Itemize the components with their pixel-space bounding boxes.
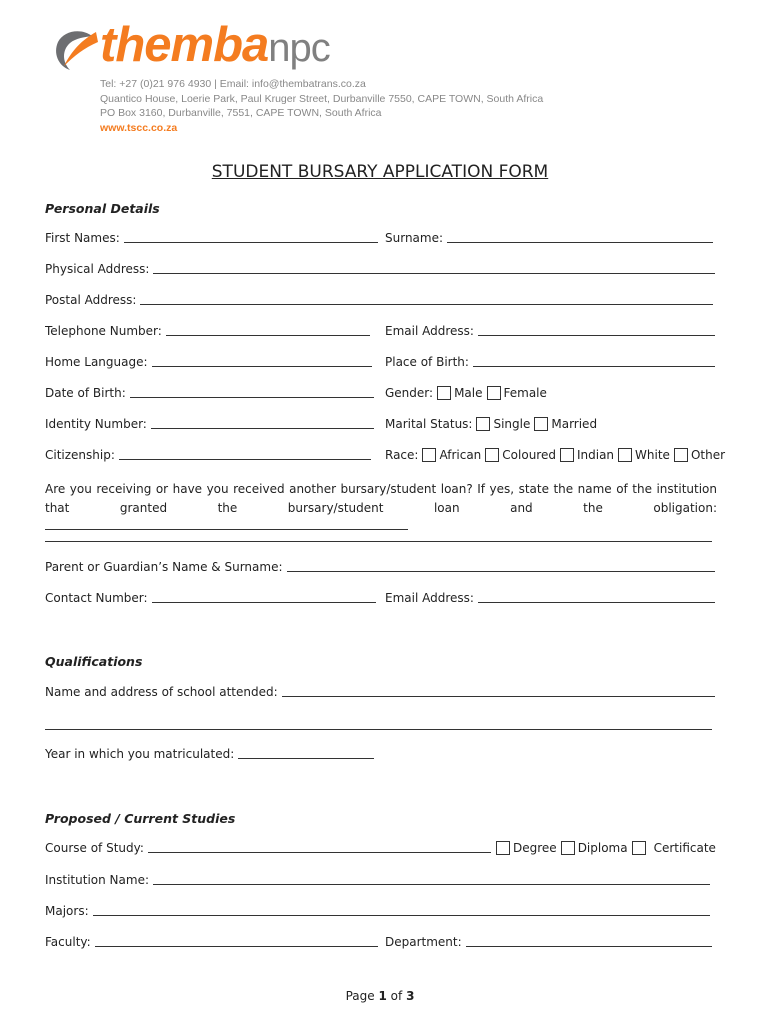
married-checkbox[interactable] [534, 417, 548, 431]
home-language-label: Home Language: [45, 355, 148, 369]
place-of-birth-line[interactable] [473, 356, 715, 367]
african-option-label: African [439, 448, 482, 462]
marital-status-label: Marital Status: [385, 417, 473, 431]
physical-address-field[interactable] [45, 262, 715, 276]
studies-heading: Proposed / Current Studies [45, 811, 236, 826]
home-language-field[interactable] [45, 355, 372, 369]
course-field[interactable] [45, 841, 491, 855]
surname-label: Surname: [385, 231, 444, 245]
course-label: Course of Study: [45, 841, 144, 855]
faculty-field[interactable] [45, 935, 378, 949]
single-checkbox[interactable] [476, 417, 490, 431]
postal-address-field[interactable] [45, 293, 713, 307]
postal-address-label: Postal Address: [45, 293, 137, 307]
race-group [385, 448, 725, 462]
guardian-email-field[interactable] [385, 591, 715, 605]
diploma-checkbox[interactable] [561, 841, 575, 855]
address-line: Quantico House, Loerie Park, Paul Kruger Street, Durbanville 7550, CAPE TOWN, South Africa [100, 92, 544, 105]
physical-address-line[interactable] [153, 263, 715, 274]
email-label: Email Address: [385, 324, 474, 338]
bursary-answer-line-2[interactable] [45, 541, 712, 542]
brand-main: themba [100, 18, 269, 72]
certificate-checkbox[interactable] [632, 841, 646, 855]
contact-number-label: Contact Number: [45, 591, 148, 605]
school-field[interactable] [45, 685, 715, 699]
race-label: Race: [385, 448, 419, 462]
date-of-birth-field[interactable] [45, 386, 374, 400]
citizenship-line[interactable] [119, 449, 371, 460]
degree-option-label: Degree [513, 841, 557, 855]
date-of-birth-label: Date of Birth: [45, 386, 126, 400]
female-option-label: Female [503, 386, 547, 400]
surname-field[interactable] [385, 231, 713, 245]
gender-label: Gender: [385, 386, 434, 400]
majors-field[interactable] [45, 904, 710, 918]
female-checkbox[interactable] [487, 386, 501, 400]
citizenship-label: Citizenship: [45, 448, 115, 462]
white-checkbox[interactable] [618, 448, 632, 462]
page-indicator [0, 989, 760, 1003]
indian-option-label: Indian [576, 448, 615, 462]
first-names-line[interactable] [124, 232, 378, 243]
school-label: Name and address of school attended: [45, 685, 278, 699]
qualifications-heading: Qualifications [45, 654, 143, 669]
first-names-label: First Names: [45, 231, 120, 245]
page-prefix: Page [345, 989, 375, 1003]
surname-line[interactable] [447, 232, 713, 243]
gender-group [385, 386, 547, 400]
guardian-email-line[interactable] [478, 592, 715, 603]
indian-checkbox[interactable] [560, 448, 574, 462]
telephone-field[interactable] [45, 324, 370, 338]
bursary-answer-line[interactable] [45, 519, 408, 530]
certificate-option-label: Certificate [653, 841, 716, 855]
course-type-group [492, 841, 716, 855]
coloured-option-label: Coloured [502, 448, 556, 462]
coloured-checkbox[interactable] [485, 448, 499, 462]
matric-year-line[interactable] [238, 748, 374, 759]
form-title: STUDENT BURSARY APPLICATION FORM [211, 162, 549, 182]
date-of-birth-line[interactable] [130, 387, 374, 398]
identity-number-label: Identity Number: [45, 417, 147, 431]
citizenship-field[interactable] [45, 448, 371, 462]
contact-number-field[interactable] [45, 591, 376, 605]
majors-label: Majors: [45, 904, 89, 918]
telephone-label: Telephone Number: [45, 324, 162, 338]
email-line[interactable] [478, 325, 715, 336]
brand-logo [100, 16, 330, 77]
male-checkbox[interactable] [437, 386, 451, 400]
guardian-name-field[interactable] [45, 560, 715, 574]
married-option-label: Married [551, 417, 598, 431]
guardian-name-line[interactable] [287, 561, 716, 572]
contact-number-line[interactable] [152, 592, 376, 603]
african-checkbox[interactable] [422, 448, 436, 462]
department-label: Department: [385, 935, 462, 949]
guardian-email-label: Email Address: [385, 591, 474, 605]
place-of-birth-field[interactable] [385, 355, 715, 369]
po-box-line: PO Box 3160, Durbanville, 7551, CAPE TOWN, South Africa [100, 107, 382, 119]
other-option-label: Other [690, 448, 726, 462]
email-field[interactable] [385, 324, 715, 338]
place-of-birth-label: Place of Birth: [385, 355, 469, 369]
first-names-field[interactable] [45, 231, 378, 245]
white-option-label: White [635, 448, 670, 462]
telephone-line[interactable] [166, 325, 370, 336]
male-option-label: Male [454, 386, 483, 400]
guardian-name-label: Parent or Guardian’s Name & Surname: [45, 560, 283, 574]
degree-checkbox[interactable] [496, 841, 510, 855]
matric-year-field[interactable] [45, 747, 374, 761]
bursary-question [45, 480, 717, 536]
school-line[interactable] [282, 686, 715, 697]
institution-field[interactable] [45, 873, 710, 887]
faculty-label: Faculty: [45, 935, 91, 949]
letterhead-contact [100, 77, 543, 135]
institution-label: Institution Name: [45, 873, 149, 887]
department-field[interactable] [385, 935, 712, 949]
majors-line[interactable] [93, 905, 710, 916]
bursary-question-text: Are you receiving or have you received another bursary/student loan? If yes, state the name of the institution that granted the bursary/student loan and the obligation: [45, 482, 717, 515]
brand-suffix: npc [268, 26, 330, 70]
page-total: 3 [406, 989, 415, 1003]
matric-year-label: Year in which you matriculated: [45, 747, 235, 761]
course-line[interactable] [148, 842, 491, 853]
website-link[interactable]: www.tscc.co.za [100, 121, 178, 134]
single-option-label: Single [493, 417, 531, 431]
institution-line[interactable] [153, 874, 710, 885]
swoosh-logo-icon [52, 26, 98, 74]
identity-number-field[interactable] [45, 417, 374, 431]
other-checkbox[interactable] [674, 448, 688, 462]
identity-number-line[interactable] [151, 418, 374, 429]
faculty-line[interactable] [95, 936, 378, 947]
school-line-2[interactable] [45, 729, 712, 730]
postal-address-line[interactable] [140, 294, 713, 305]
marital-status-group [385, 417, 597, 431]
home-language-line[interactable] [152, 356, 372, 367]
diploma-option-label: Diploma [577, 841, 628, 855]
personal-details-heading: Personal Details [45, 201, 160, 216]
department-line[interactable] [466, 936, 712, 947]
page-number: 1 [378, 989, 387, 1003]
physical-address-label: Physical Address: [45, 262, 150, 276]
contact-line: Tel: +27 (0)21 976 4930 | Email: info@thembatrans.co.za [100, 78, 366, 90]
page-of: of [390, 989, 403, 1003]
